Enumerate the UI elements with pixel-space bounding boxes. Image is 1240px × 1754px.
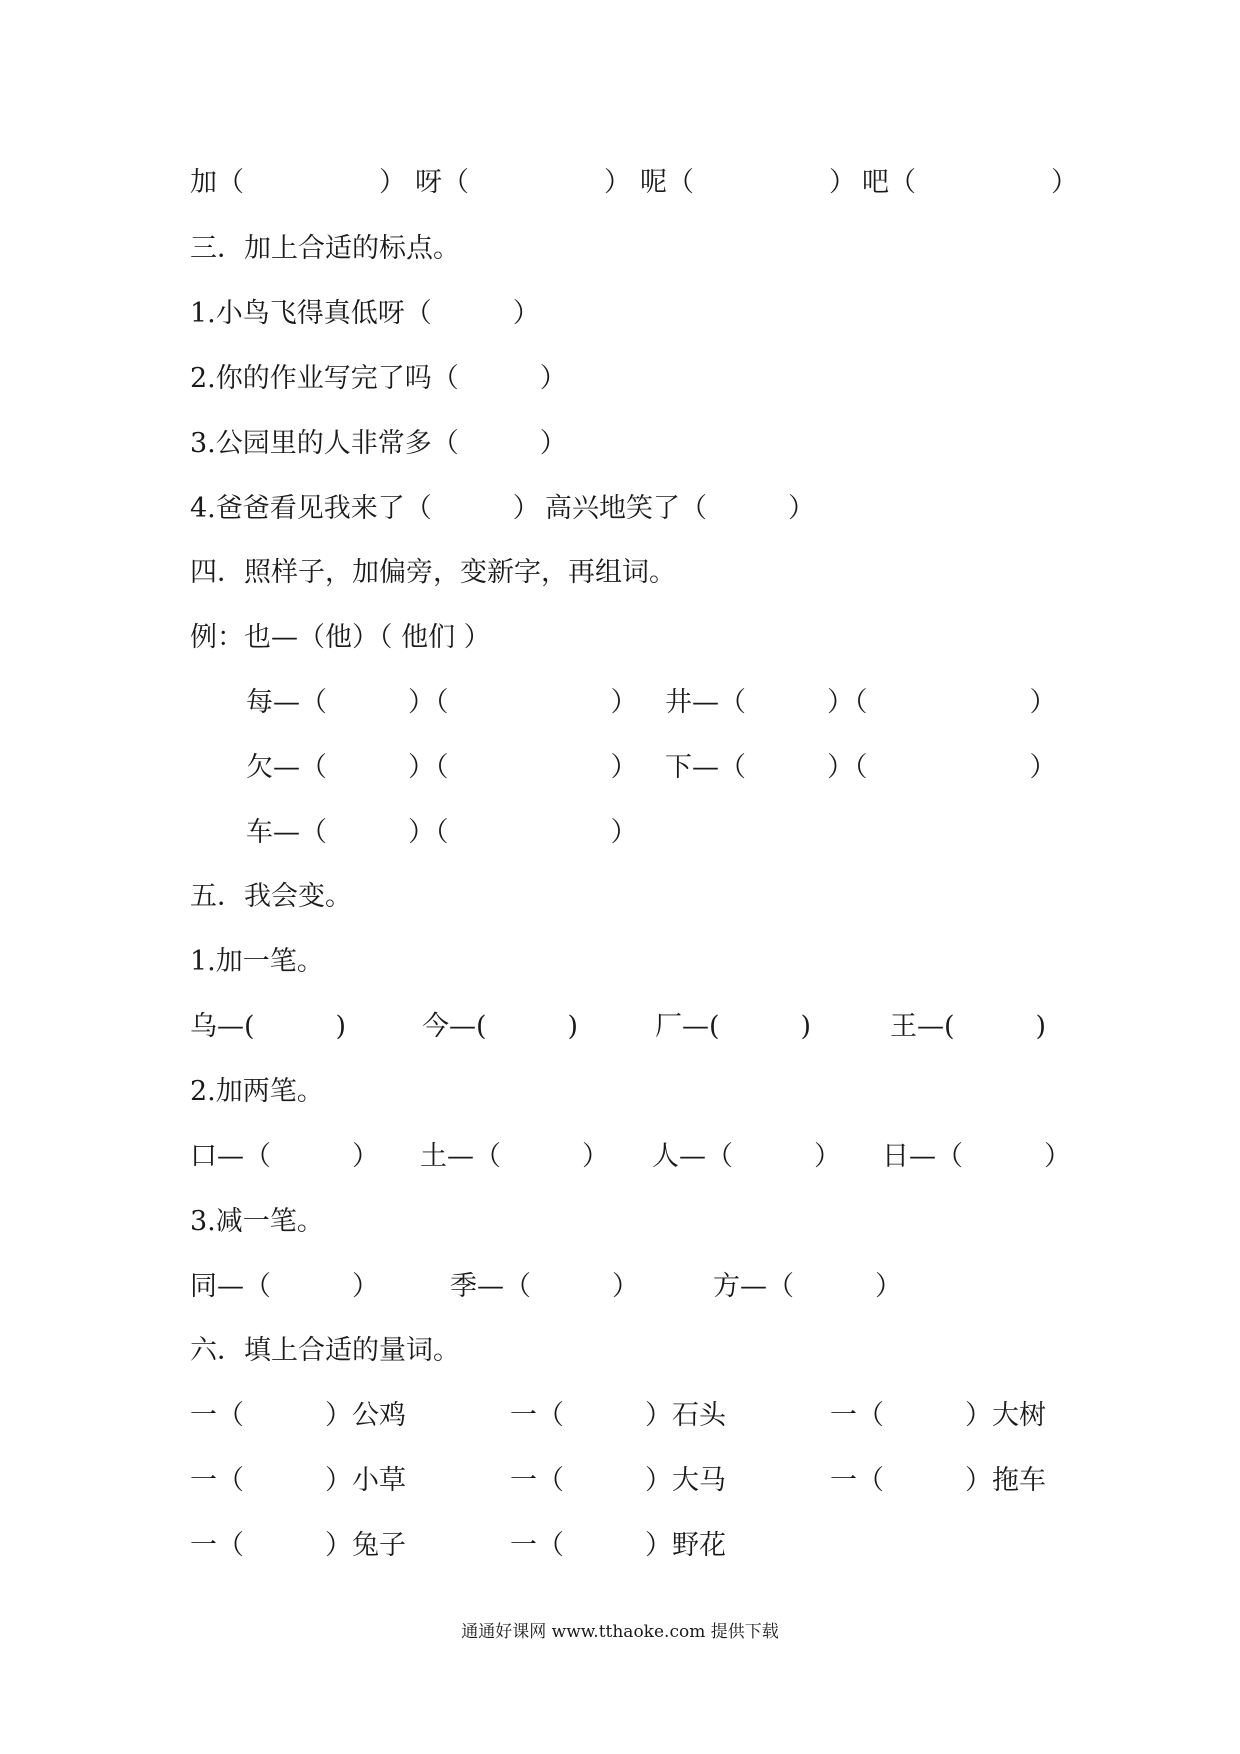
particle-row [190,163,1078,203]
remove-one-stroke-heading: 3.减一笔。 [190,1206,324,1237]
measure-blank-tuoche: 一（ ）拖车 [830,1465,1046,1496]
add-one-stroke-heading: 1.加一笔。 [190,946,324,977]
add-one-stroke-row [190,1007,1050,1047]
particle-blank-jia: 加（ ） [190,167,406,198]
measure-blank-gongji: 一（ ）公鸡 [190,1400,406,1431]
section-3-title: 三．加上合适的标点。 [190,233,460,264]
radical-blank-mei: 每—（ ）（ ） [246,687,638,718]
stroke-blank-ri: 日—（ ） [882,1141,1071,1172]
measure-blank-dashu: 一（ ）大树 [830,1400,1046,1431]
punctuation-item-4 [190,489,1050,529]
punctuation-item-4-b: 高兴地笑了（ ） [545,493,815,524]
stroke-blank-tong: 同—（ ） [190,1271,379,1302]
stroke-blank-wang: 王—( ) [890,1011,1047,1042]
stroke-blank-jin: 今—( ) [422,1011,579,1042]
particle-blank-ne: 呢（ ） [640,167,856,198]
stroke-blank-chang: 厂—( ) [655,1011,812,1042]
measure-word-row-3 [190,1526,1050,1566]
particle-blank-ba: 吧（ ） [862,167,1078,198]
radical-blank-jing: 井—（ ）（ ） [665,687,1057,718]
stroke-blank-tu: 土—（ ） [420,1141,609,1172]
radical-example: 例：也—（他）（ 他们 ） [190,622,491,653]
section-4-title: 四．照样子，加偏旁，变新字，再组词。 [190,557,676,588]
remove-one-stroke-row [190,1267,1050,1307]
measure-blank-shitou: 一（ ）石头 [510,1400,726,1431]
particle-blank-ya: 呀（ ） [415,167,631,198]
radical-row-3 [190,813,1050,853]
radical-blank-xia: 下—（ ）（ ） [665,752,1057,783]
punctuation-item-3: 3.公园里的人非常多（ ） [190,428,567,459]
section-6-title: 六．填上合适的量词。 [190,1335,460,1366]
radical-blank-qian: 欠—（ ）（ ） [246,752,638,783]
stroke-blank-fang: 方—（ ） [713,1271,902,1302]
measure-blank-dama: 一（ ）大马 [510,1465,726,1496]
radical-row-2 [190,748,1057,788]
stroke-blank-kou: 口—（ ） [190,1141,379,1172]
measure-blank-yehua: 一（ ）野花 [510,1530,726,1561]
radical-row-1 [190,683,1057,723]
stroke-blank-wu: 乌—( ) [190,1011,347,1042]
measure-word-row-1 [190,1396,1050,1436]
add-two-strokes-heading: 2.加两笔。 [190,1076,324,1107]
punctuation-item-2: 2.你的作业写完了吗（ ） [190,363,567,394]
add-two-strokes-row [190,1137,1071,1177]
stroke-blank-ren: 人—（ ） [652,1141,841,1172]
measure-word-row-2 [190,1461,1050,1501]
measure-blank-tuzi: 一（ ）兔子 [190,1530,406,1561]
punctuation-item-1: 1.小鸟飞得真低呀（ ） [190,298,540,329]
punctuation-item-4-a: 4.爸爸看见我来了（ ） [190,493,540,524]
section-5-title: 五．我会变。 [190,881,352,912]
radical-blank-che: 车—（ ）（ ） [246,817,638,848]
measure-blank-xiaocao: 一（ ）小草 [190,1465,406,1496]
stroke-blank-ji: 季—（ ） [450,1271,639,1302]
page-footer: 通通好课网 www.tthaoke.com 提供下载 [461,1622,779,1642]
